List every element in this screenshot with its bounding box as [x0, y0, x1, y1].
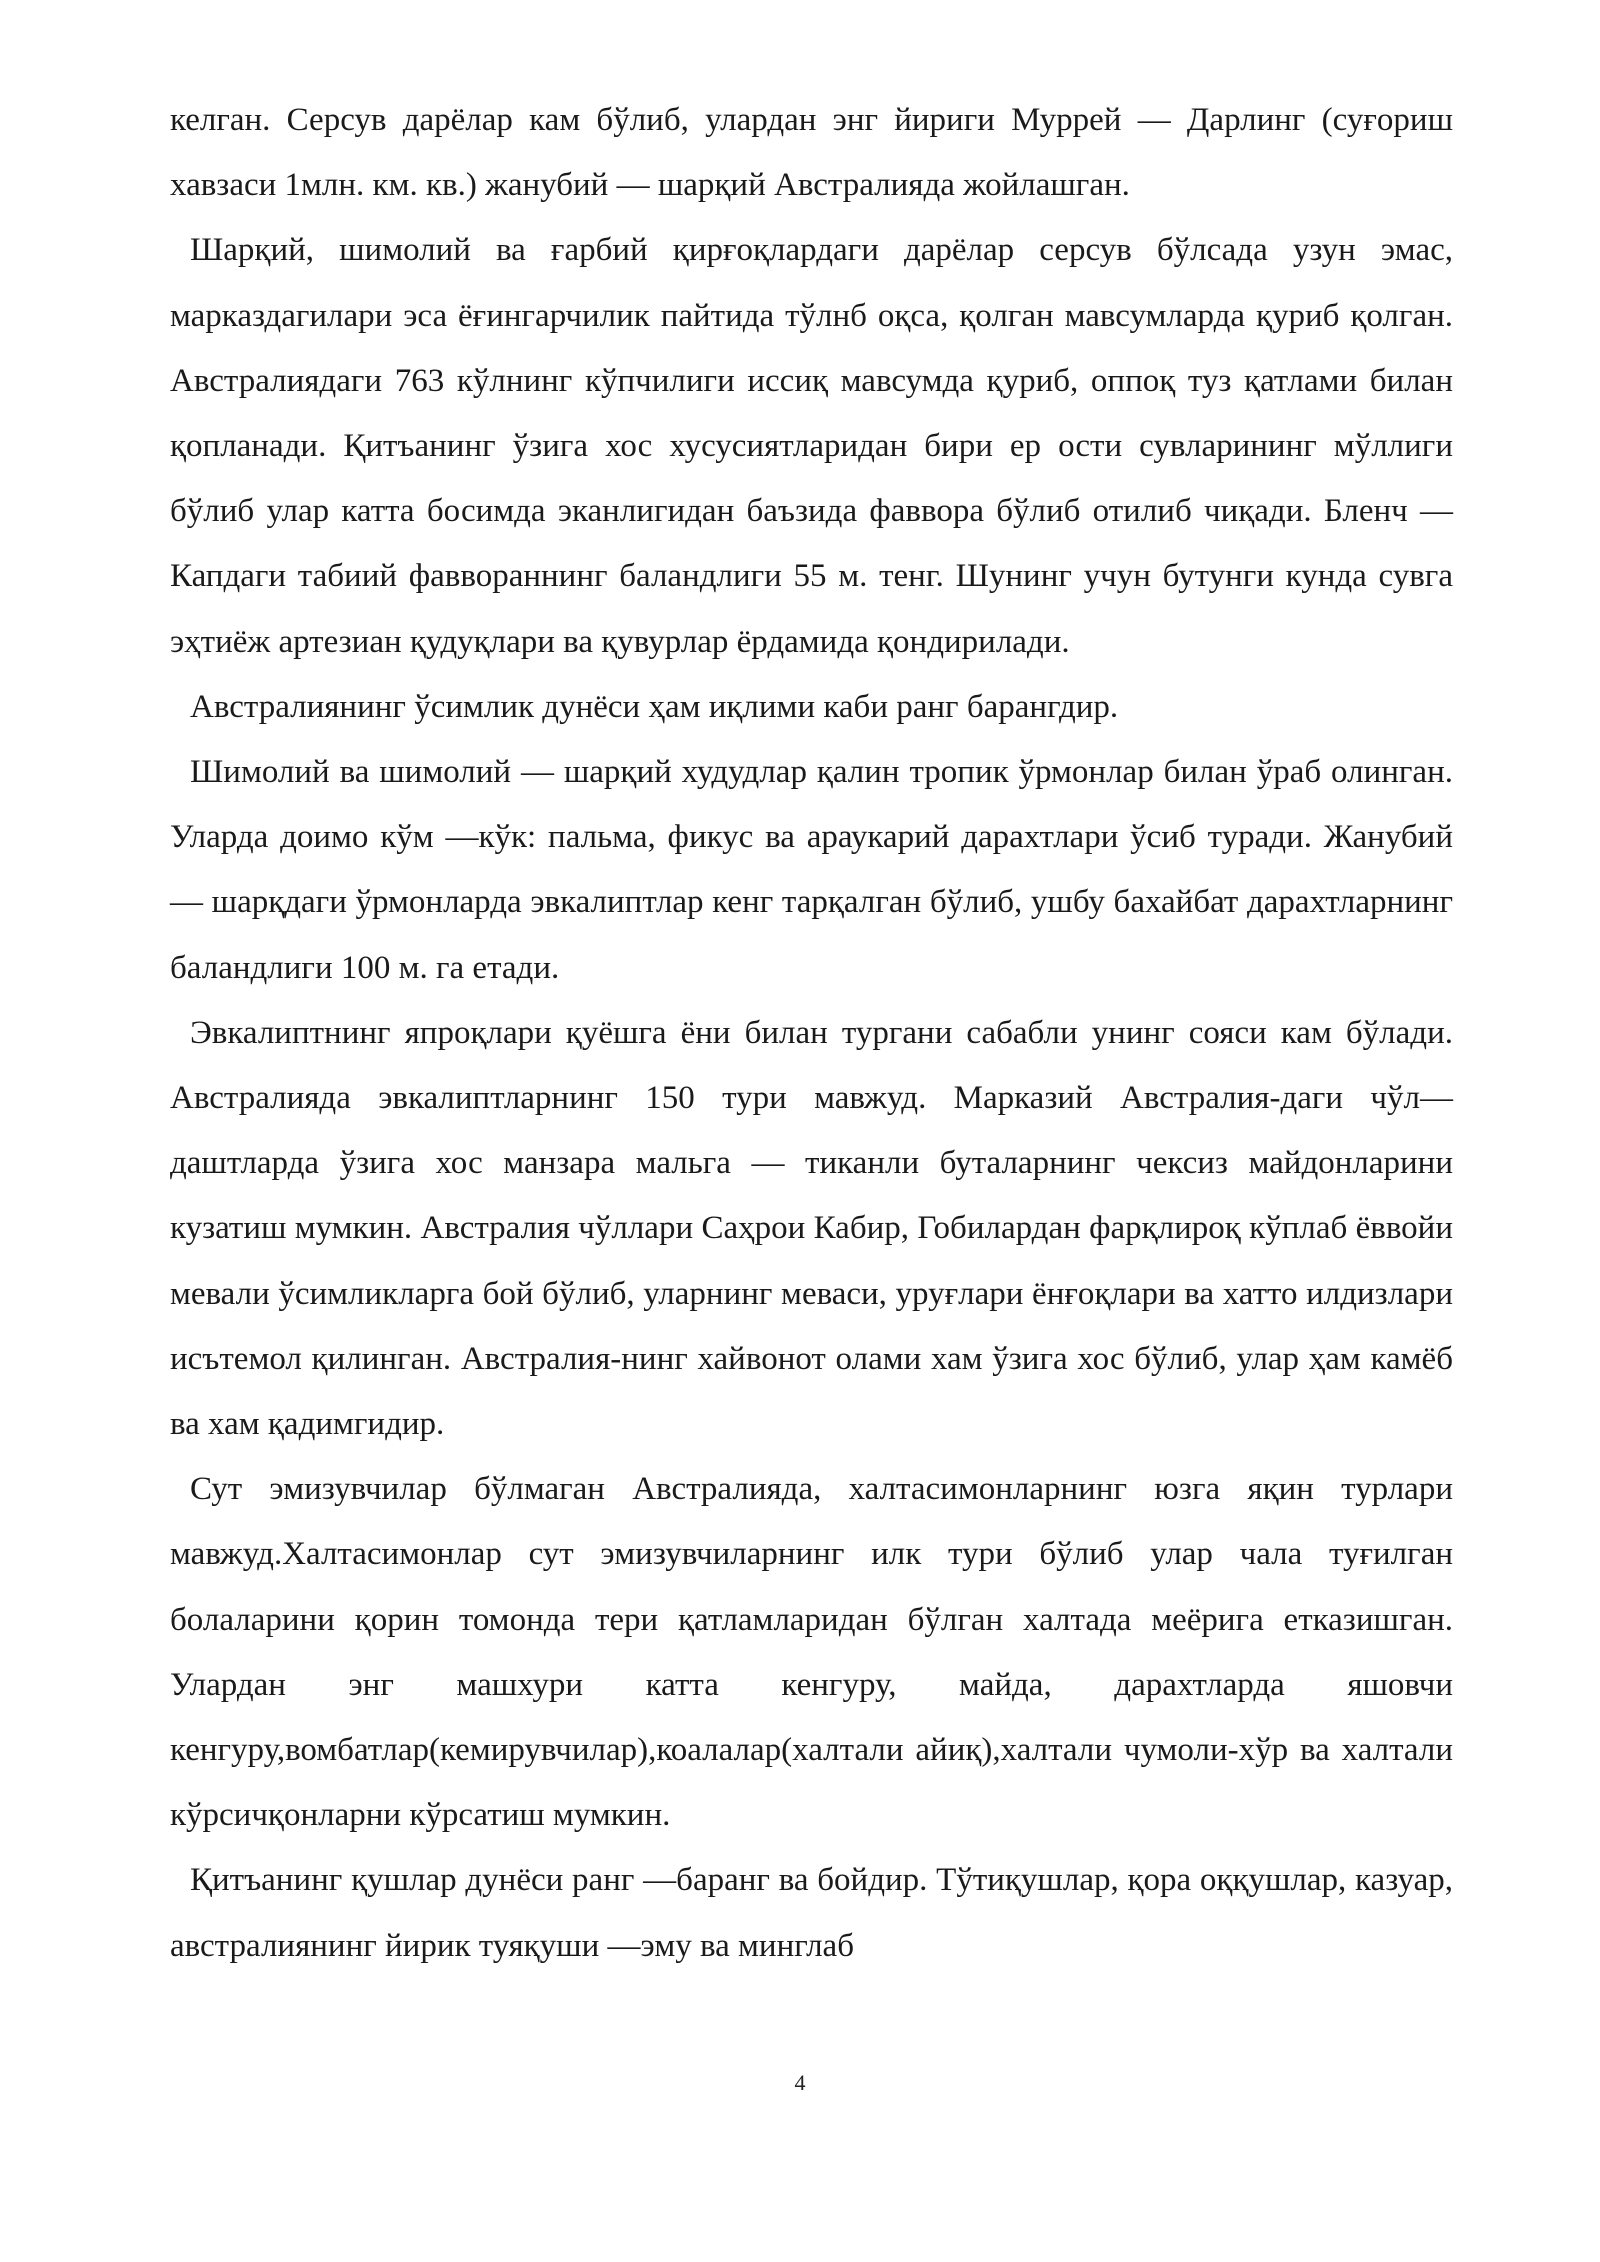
paragraph-7: Қитъанинг қушлар дунёси ранг —баранг ва бойдир. Тўтиқушлар, қора оққушлар, казуар, австралиянинг йирик туяқуши —эму ва минглаб — [170, 1862, 1453, 1964]
paragraph-2: Шарқий, шимолий ва ғарбий қирғоқлардаги дарёлар серсув бўлсада узун эмас, марказдагилари эса ёғингарчилик пайтида тўлнб оқса, қолган мавсумларда қуриб қолган. Австралиядаги 763 кўлнинг кўпчилиги иссиқ мавсумда қуриб, оппоқ туз қатлами билан қопланади. Қитъанинг ўзига хос хусусиятларидан бири ер ости сувларининг мўллиги бўлиб улар катта босимда эканлигидан баъзида фаввора бўлиб отилиб чиқади. Бленч — Капдаги табиий фаввораннинг баландлиги 55 м. тенг. Шунинг учун бутунги кунда сувга эҳтиёж артезиан қудуқлари ва қувурлар ёрдамида қондирилади. — [170, 232, 1453, 660]
paragraph-6: Сут эмизувчилар бўлмаган Австралияда, халтасимонларнинг юзга яқин турлари мавжуд.Халтасимонлар сут эмизувчиларнинг илк тури бўлиб улар чала туғилган болаларини қорин томонда тери қатламларидан бўлган халтада меёрига етказишган. Улардан энг машхури катта кенгуру, майда, дарахтларда яшовчи кенгуру,вомбатлар(кемирувчилар),коалалар(халтали айиқ),халтали чумоли-хўр ва халтали кўрсичқонларни кўрсатиш мумкин. — [170, 1471, 1453, 1834]
paragraph-3: Австралиянинг ўсимлик дунёси ҳам иқлими каби ранг барангдир. — [190, 688, 1119, 725]
paragraph-4: Шимолий ва шимолий — шарқий худудлар қалин тропик ўрмонлар билан ўраб олинган. Уларда доимо кўм —кўк: пальма, фикус ва араукарий дарахтлари ўсиб туради. Жанубий — шарқдаги ўрмонларда эвкалиптлар кенг тарқалган бўлиб, ушбу бахайбат дарахтларнинг баландлиги 100 м. га етади. — [170, 754, 1453, 986]
paragraph-5: Эвкалиптнинг япроқлари қуёшга ёни билан тургани сабабли унинг сояси кам бўлади. Австралияда эвкалиптларнинг 150 тури мавжуд. Марказий Австралия-даги чўл—даштларда ўзига хос манзара мальга — тиканли буталарнинг чексиз майдонларини кузатиш мумкин. Австралия чўллари Саҳрои Кабир, Гобилардан фарқлироқ кўплаб ёввойи мевали ўсимликларга бой бўлиб, уларнинг меваси, уруғлари ёнғоқлари ва хатто илдизлари исътемол қилинган. Австралия-нинг хайвонот олами хам ўзига хос бўлиб, улар ҳам камёб ва хам қадимгидир. — [170, 1014, 1453, 1443]
paragraph-1: келган. Серсув дарёлар кам бўлиб, улардан энг йириги Муррей — Дарлинг (суғориш хавзаси 1млн. км. кв.) жанубий — шарқий Австралияда жойлашган. — [170, 102, 1453, 204]
page-number: 4 — [794, 2070, 806, 2095]
body-text — [170, 88, 1453, 1979]
